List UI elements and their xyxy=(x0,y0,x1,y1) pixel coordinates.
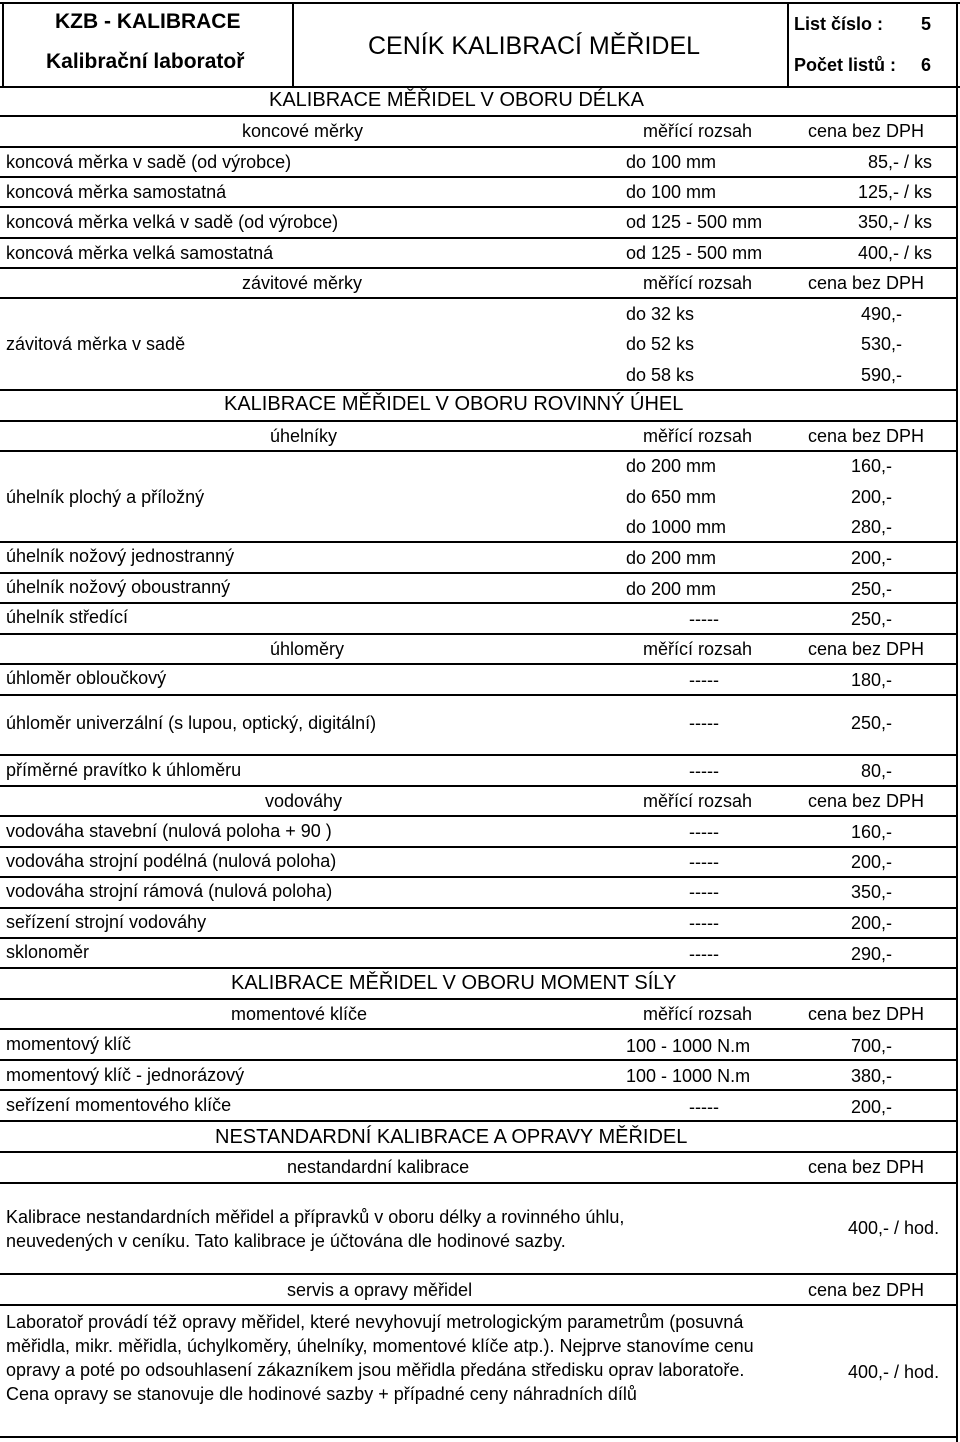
group-header-protractors: úhloměry xyxy=(270,639,345,659)
header-top-line xyxy=(0,2,960,4)
item-price: 350,- / ks xyxy=(857,212,932,232)
item-name: úhelník plochý a příložný xyxy=(6,487,205,507)
divider xyxy=(0,115,956,117)
divider xyxy=(0,694,956,696)
divider xyxy=(0,602,956,604)
divider xyxy=(0,907,956,909)
item-range: ----- xyxy=(689,713,719,733)
divider xyxy=(0,1436,956,1438)
divider xyxy=(0,1182,956,1184)
item-name: vodováha strojní podélná (nulová poloha) xyxy=(6,851,337,871)
section-title-nonstandard: NESTANDARDNÍ KALIBRACE A OPRAVY MĚŘIDEL xyxy=(215,1126,688,1148)
page-count: 6 xyxy=(921,55,932,75)
divider xyxy=(0,1120,956,1122)
divider xyxy=(0,420,956,422)
header-divider-2 xyxy=(787,2,789,86)
col-header-price: cena bez DPH xyxy=(808,426,925,446)
item-range: ----- xyxy=(689,882,719,902)
item-price: 250,- xyxy=(850,579,892,599)
divider xyxy=(0,146,956,148)
item-name: úhelník středící xyxy=(6,607,129,627)
item-name: momentový klíč - jednorázový xyxy=(6,1065,245,1085)
item-name: koncová měrka v sadě (od výrobce) xyxy=(6,152,292,172)
col-header-range: měřící rozsah xyxy=(643,121,753,141)
item-price: 200,- xyxy=(850,913,892,933)
item-price: 200,- xyxy=(850,548,892,568)
item-range: ----- xyxy=(689,609,719,629)
group-header-torque-wrenches: momentové klíče xyxy=(231,1004,368,1024)
item-name: úhelník nožový oboustranný xyxy=(6,577,231,597)
divider xyxy=(0,297,956,299)
group-header-levels: vodováhy xyxy=(265,791,343,811)
header-bottom-line xyxy=(0,86,960,88)
divider xyxy=(0,846,956,848)
item-range: do 650 mm xyxy=(626,487,717,507)
divider xyxy=(0,785,956,787)
item-name: příměrné pravítko k úhloměru xyxy=(6,760,242,780)
col-header-range: měřící rozsah xyxy=(643,426,753,446)
divider xyxy=(0,633,956,635)
col-header-price: cena bez DPH xyxy=(808,1280,925,1300)
divider xyxy=(0,1304,956,1306)
sheet-number: 5 xyxy=(921,14,932,34)
item-range: od 125 - 500 mm xyxy=(626,243,763,263)
divider xyxy=(0,815,956,817)
divider xyxy=(0,176,956,178)
document-title: CENÍK KALIBRACÍ MĚŘIDEL xyxy=(368,32,701,60)
divider xyxy=(0,876,956,878)
item-price: 290,- xyxy=(850,944,892,964)
item-range: do 200 mm xyxy=(626,548,717,568)
group-header-gauge-blocks: koncové měrky xyxy=(242,121,364,141)
item-name: momentový klíč xyxy=(6,1034,132,1054)
item-price: 700,- xyxy=(850,1036,892,1056)
item-price: 180,- xyxy=(850,670,892,690)
item-name: úhloměr obloučkový xyxy=(6,668,167,688)
item-price: 200,- xyxy=(850,852,892,872)
item-price: 125,- / ks xyxy=(857,182,932,202)
item-price: 160,- xyxy=(850,456,892,476)
item-price: 590,- xyxy=(860,365,902,385)
divider xyxy=(0,1151,956,1153)
item-name: koncová měrka samostatná xyxy=(6,182,227,202)
col-header-price: cena bez DPH xyxy=(808,1157,925,1177)
divider xyxy=(0,998,956,1000)
header-divider-1 xyxy=(292,2,294,86)
col-header-range: měřící rozsah xyxy=(643,639,753,659)
item-range: do 100 mm xyxy=(626,152,717,172)
item-price: 280,- xyxy=(850,517,892,537)
item-range: ----- xyxy=(689,670,719,690)
divider xyxy=(0,937,956,939)
service-repairs-price: 400,- / hod. xyxy=(848,1362,940,1382)
item-price: 400,- / ks xyxy=(857,243,932,263)
group-header-squares: úhelníky xyxy=(270,426,338,446)
lab-name: Kalibrační laboratoř xyxy=(46,50,245,73)
section-title-length: KALIBRACE MĚŘIDEL V OBORU DÉLKA xyxy=(269,89,644,111)
item-price: 85,- / ks xyxy=(867,152,932,172)
item-price: 490,- xyxy=(860,304,902,324)
col-header-price: cena bez DPH xyxy=(808,791,925,811)
divider xyxy=(0,206,956,208)
col-header-range: měřící rozsah xyxy=(643,273,753,293)
col-header-price: cena bez DPH xyxy=(808,273,925,293)
item-name: závitová měrka v sadě xyxy=(6,334,186,354)
group-header-thread-gauges: závitové měrky xyxy=(242,273,363,293)
item-range: do 100 mm xyxy=(626,182,717,202)
divider xyxy=(0,572,956,574)
divider xyxy=(0,1059,956,1061)
item-range: ----- xyxy=(689,761,719,781)
item-range: ----- xyxy=(689,822,719,842)
col-header-range: měřící rozsah xyxy=(643,791,753,811)
item-range: 100 - 1000 N.m xyxy=(626,1036,751,1056)
service-repairs-text: Laboratoř provádí též opravy měřidel, které nevyhovují metrologickým parametrům (posuvná měřidla, mikr. měřidla, úchylkoměry, úhelníky, momentové klíče atp.). Nejprve stanovíme cenu opravy a poté po odsouhlasení zákazníkem jsou měřidla předána středisku oprav laboratoře. Cena opravy se stanovuje dle hodinové sazby + případné ceny náhradních dílů xyxy=(6,1312,754,1404)
divider xyxy=(0,663,956,665)
divider xyxy=(0,1028,956,1030)
item-name: úhloměr univerzální (s lupou, optický, digitální) xyxy=(6,713,377,733)
item-name: vodováha stavební (nulová poloha + 90 ) xyxy=(6,821,332,841)
divider xyxy=(0,267,956,269)
item-range: 100 - 1000 N.m xyxy=(626,1066,751,1086)
item-name: koncová měrka velká samostatná xyxy=(6,243,274,263)
item-name: koncová měrka velká v sadě (od výrobce) xyxy=(6,212,339,232)
item-range: ----- xyxy=(689,1097,719,1117)
item-range: ----- xyxy=(689,944,719,964)
item-range: do 200 mm xyxy=(626,579,717,599)
divider xyxy=(0,237,956,239)
divider xyxy=(0,1273,956,1275)
nonstandard-calibration-text: Kalibrace nestandardních měřidel a přípravků v oboru délky a rovinného úhlu, neuvedených v ceníku. Tato kalibrace je účtována dle hodinové sazby. xyxy=(6,1207,625,1251)
item-price: 250,- xyxy=(850,713,892,733)
page-count-label: Počet listů : xyxy=(794,55,897,75)
item-price: 380,- xyxy=(850,1066,892,1086)
sheet-number-label: List číslo : xyxy=(794,14,884,34)
item-range: od 125 - 500 mm xyxy=(626,212,763,232)
item-name: seřízení momentového klíče xyxy=(6,1095,232,1115)
col-header-price: cena bez DPH xyxy=(808,639,925,659)
item-range: ----- xyxy=(689,913,719,933)
item-price: 160,- xyxy=(850,822,892,842)
nonstandard-calibration-price: 400,- / hod. xyxy=(848,1218,940,1238)
section-title-torque: KALIBRACE MĚŘIDEL V OBORU MOMENT SÍLY xyxy=(231,972,677,994)
item-range: do 1000 mm xyxy=(626,517,727,537)
item-name: seřízení strojní vodováhy xyxy=(6,912,207,932)
divider xyxy=(0,967,956,969)
item-price: 200,- xyxy=(850,1097,892,1117)
item-price: 350,- xyxy=(850,882,892,902)
item-price: 250,- xyxy=(850,609,892,629)
section-title-angle: KALIBRACE MĚŘIDEL V OBORU ROVINNÝ ÚHEL xyxy=(224,393,684,415)
header-left-line xyxy=(2,2,4,86)
item-price: 530,- xyxy=(860,334,902,354)
col-header-price: cena bez DPH xyxy=(808,121,925,141)
right-border-line xyxy=(956,2,958,1442)
col-header-price: cena bez DPH xyxy=(808,1004,925,1024)
item-price: 80,- xyxy=(860,761,892,781)
group-header-service-repairs: servis a opravy měřidel xyxy=(287,1280,473,1300)
item-range: do 58 ks xyxy=(626,365,695,385)
item-range: do 32 ks xyxy=(626,304,695,324)
item-range: do 52 ks xyxy=(626,334,695,354)
item-name: vodováha strojní rámová (nulová poloha) xyxy=(6,881,333,901)
item-range: do 200 mm xyxy=(626,456,717,476)
divider xyxy=(0,541,956,543)
divider xyxy=(0,389,956,391)
divider xyxy=(0,1089,956,1091)
item-range: ----- xyxy=(689,852,719,872)
item-price: 200,- xyxy=(850,487,892,507)
item-name: úhelník nožový jednostranný xyxy=(6,546,235,566)
item-name: sklonoměr xyxy=(6,942,90,962)
divider xyxy=(0,450,956,452)
divider xyxy=(0,754,956,756)
col-header-range: měřící rozsah xyxy=(643,1004,753,1024)
company-name: KZB - KALIBRACE xyxy=(55,10,241,33)
group-header-nonstandard-calibration: nestandardní kalibrace xyxy=(287,1157,470,1177)
